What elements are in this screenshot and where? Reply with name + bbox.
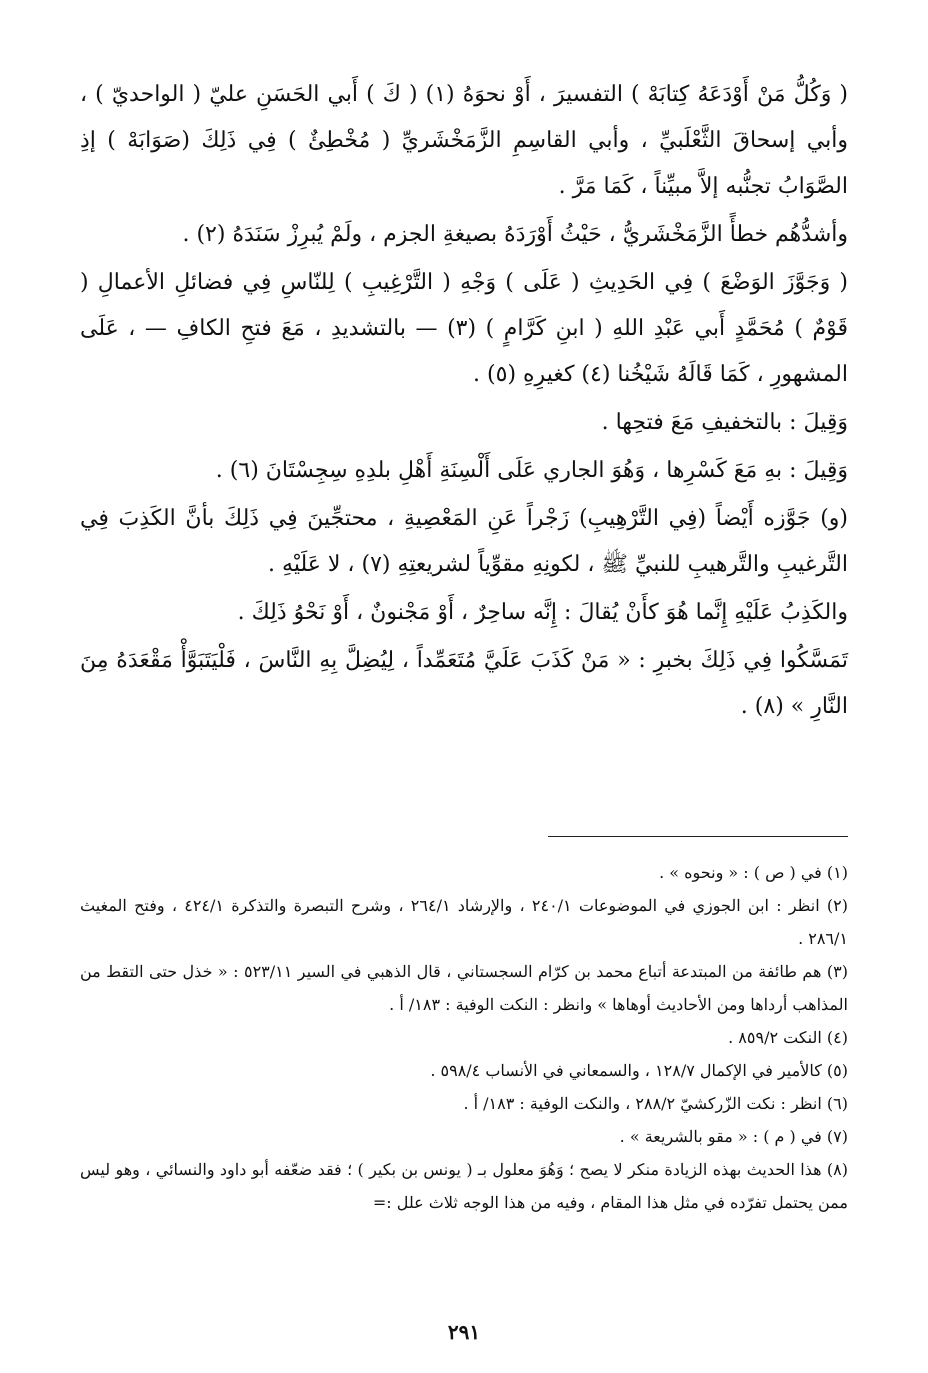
main-paragraph-6: (و) جَوَّزه أَيْضاً (فِي التَّرْهِيبِ) زَجْراً عَنِ المَعْصِيةِ ، محتجِّينَ فِي ذَلِكَ بأنَّ الكَذِبَ فِي التَّرغيبِ والتَّرهيبِ للنبيِّ ﷺ ، لكونِهِ مقوِّياً لشريعتِهِ (٧) ، لا عَلَيْهِ . (80, 506, 848, 577)
main-paragraph-4: وَقِيلَ : بالتخفيفِ مَعَ فتحِها . (601, 410, 848, 435)
page-number: ٢٩١ (447, 1320, 481, 1344)
main-paragraph-3: ( وَجَوَّزَ الوَضْعَ ) فِي الحَدِيثِ ( عَلَى ) وَجْهِ ( التَّرْغِيبِ ) لِلنّاسِ فِي فضائلِ الأعمالِ ( قَوْمٌ ) مُحَمَّدٍ أَبي عَبْدِ اللهِ ( ابنِ كَرَّامٍ ) (٣) — بالتشديدِ ، مَعَ فتحِ الكافِ — ، عَلَى المشهورِ ، كَمَا قَالَهُ شَيْخُنا (٤) كغيرِهِ (٥) . (80, 270, 848, 387)
main-paragraph-5: وَقِيلَ : بهِ مَعَ كَسْرِها ، وَهُوَ الجاري عَلَى أَلْسِنَةِ أَهْلِ بلدِهِ سِجِسْتَانَ (٦) . (215, 458, 848, 483)
main-paragraph-8: تَمَسَّكُوا فِي ذَلِكَ بخبرِ : « مَنْ كَذَبَ عَلَيَّ مُتَعَمِّداً ، لِيُضِلَّ بِهِ النَّاسَ ، فَلْيَتَبَوَّأْ مَقْعَدَهُ مِنَ النَّارِ » (٨) . (80, 648, 848, 719)
footnote-separator (548, 836, 848, 837)
page (80, 70, 848, 1360)
footnote-1: (١) في ( ص ) : « ونحوه » . (659, 863, 848, 882)
footnote-8: (٨) هذا الحديث بهذه الزيادة منكر لا يصح ؛ وَهُوَ معلول بـ ( يونس بن بكير ) ؛ فقد ضعّفه أبو داود والنسائي ، وهو ليس ممن يحتمل تفرّده في مثل هذا المقام ، وفيه من هذا الوجه ثلاث علل := (80, 1160, 848, 1212)
footnote-5: (٥) كالأمير في الإكمال ١٢٨/٧ ، والسمعاني في الأنساب ٥٩٨/٤ . (430, 1061, 848, 1080)
footnote-2: (٢) انظر : ابن الجوزي في الموضوعات ٢٤٠/١ ، والإرشاد ٢٦٤/١ ، وشرح التبصرة والتذكرة ٤٢٤/١ ، وفتح المغيث ٢٨٦/١ . (80, 896, 849, 948)
main-text (80, 72, 848, 730)
footnotes (80, 856, 848, 1219)
main-paragraph-7: والكَذِبُ عَلَيْهِ إِنَّما هُوَ كأَنْ يُقالَ : إِنَّه ساحِرٌ ، أَوْ مَجْنونٌ ، أَوْ نَحْوُ ذَلِكَ . (237, 600, 848, 625)
footnote-6: (٦) انظر : نكت الزّركشيّ ٢٨٨/٢ ، والنكت الوفية : ١٨٣/ أ . (463, 1094, 848, 1113)
footnote-3: (٣) هم طائفة من المبتدعة أتباع محمد بن كرّام السجستاني ، قال الذهبي في السير ٥٢٣/١١ : « خذل حتى التقط من المذاهب أرداها ومن الأحاديث أوهاها » وانظر : النكت الوفية : ١٨٣/ أ . (80, 962, 849, 1014)
footnote-7: (٧) في ( م ) : « مقو بالشريعة » . (619, 1127, 848, 1146)
main-paragraph-1: ( وَكُلُّ مَنْ أَوْدَعَهُ كِتابَهْ ) التفسيرَ ، أَوْ نحوَهُ (١) ( كَ ) أَبي الحَسَنِ عليّ ( الواحديّ ) ، وأبي إسحاقَ الثَّعْلَبيِّ ، وأبي القاسِمِ الزَّمَخْشَريِّ ( مُخْطِئٌ ) فِي ذَلِكَ (صَوَابَهْ ) إذِ الصَّوَابُ تجنُّبه إلاَّ مبيِّناً ، كَمَا مَرَّ . (80, 82, 849, 199)
footnote-4: (٤) النكت ٨٥٩/٢ . (728, 1028, 848, 1047)
main-paragraph-2: وأشدُّهُم خطأً الزَّمَخْشَريُّ ، حَيْثُ أَوْرَدَهُ بصيغةِ الجزم ، ولَمْ يُبرِزْ سَنَدَهُ (٢) . (182, 222, 848, 247)
